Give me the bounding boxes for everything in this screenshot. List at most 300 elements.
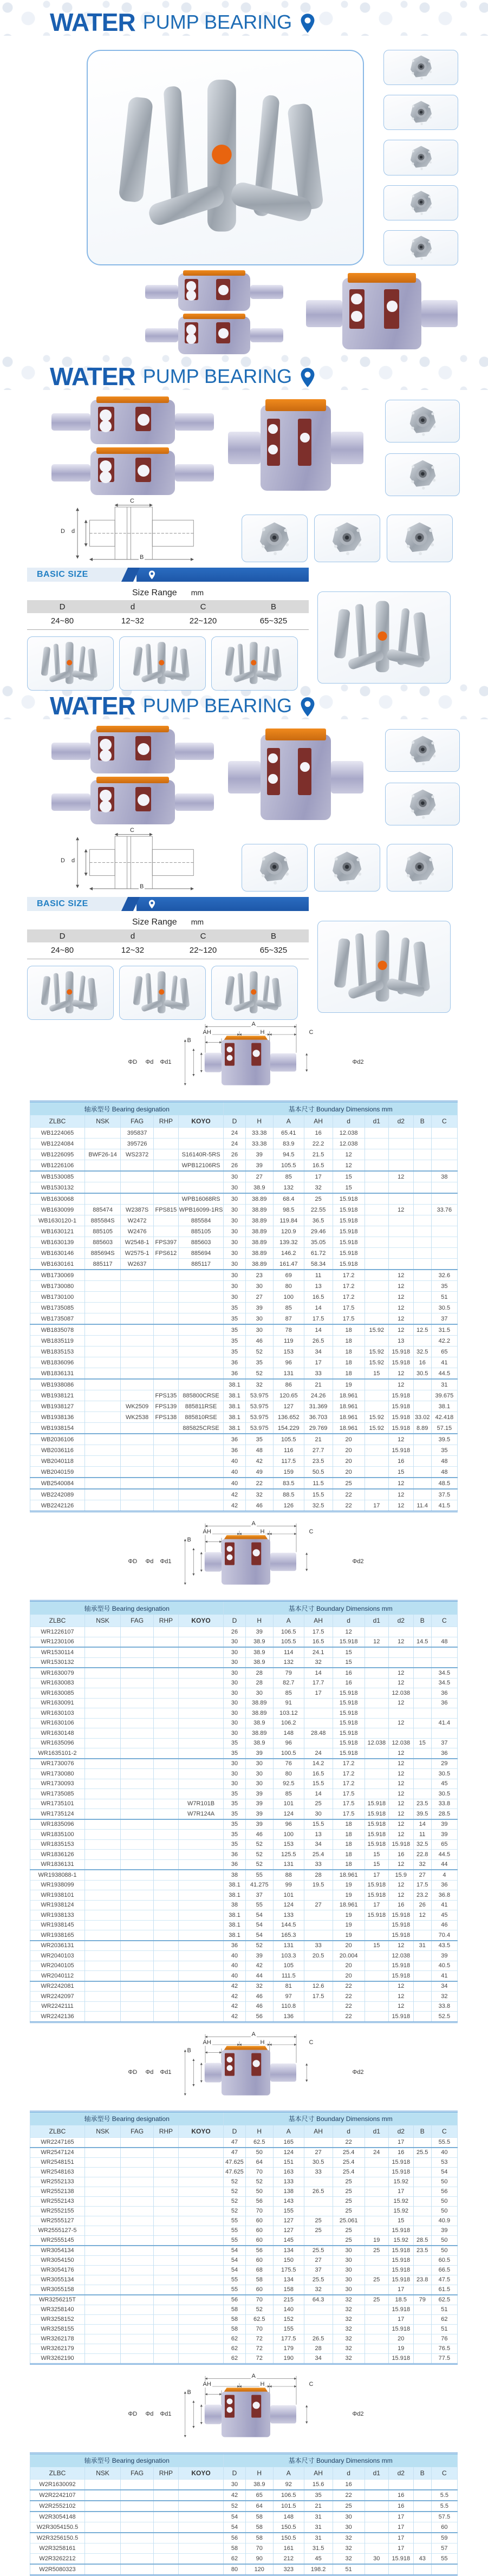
value-cell <box>154 1668 179 1678</box>
value-cell <box>413 1160 431 1172</box>
value-cell: 17 <box>365 1870 388 1880</box>
value-cell <box>121 2353 154 2364</box>
value-cell <box>413 2001 431 2012</box>
value-cell <box>365 1951 388 1961</box>
value-cell <box>84 2187 120 2196</box>
table-row <box>30 1412 458 1423</box>
page-title <box>0 0 488 36</box>
bearing-designation-cell: W2R1630092 <box>30 2479 85 2490</box>
value-cell: 30 <box>224 1259 245 1270</box>
value-cell <box>84 2314 120 2324</box>
table-row <box>30 1920 458 1930</box>
value-cell: 26 <box>224 1149 245 1160</box>
value-cell: 32 <box>304 1657 333 1668</box>
value-cell <box>121 2196 154 2206</box>
value-cell <box>121 1379 154 1390</box>
value-cell <box>84 2148 120 2158</box>
value-cell <box>304 1718 333 1728</box>
value-cell: 30 <box>224 1647 245 1657</box>
column-header-nsk: NSK <box>84 2125 120 2138</box>
value-cell <box>413 1748 431 1759</box>
value-cell: FPS138 <box>154 1412 179 1423</box>
value-cell <box>84 1657 120 1668</box>
bearing-designation-cell: WB1224084 <box>30 1139 85 1149</box>
bearing-designation-cell: WB2036116 <box>30 1445 85 1456</box>
value-cell <box>178 2157 224 2167</box>
bearing-designation-cell: WB1836096 <box>30 1357 85 1368</box>
value-cell <box>178 2295 224 2305</box>
value-cell: 14 <box>304 1668 333 1678</box>
value-cell <box>84 2001 120 2012</box>
table-row <box>30 1259 458 1270</box>
value-cell: 35 <box>224 1789 245 1799</box>
bearing-shafts-photo-large <box>317 921 451 1013</box>
value-cell <box>178 1324 224 1336</box>
water-pump-photo <box>385 729 460 772</box>
value-cell <box>413 1313 431 1325</box>
value-cell: 59 <box>431 2533 457 2544</box>
table-row <box>30 1961 458 1971</box>
bearing-designation-cell: WR1630103 <box>30 1708 85 1719</box>
value-cell: 11 <box>413 1830 431 1840</box>
bearing-designation-cell: W2R5080323 <box>30 2564 85 2575</box>
value-cell <box>413 1336 431 1346</box>
value-cell <box>154 2334 179 2344</box>
value-cell: WPB12106RS <box>178 1160 224 1172</box>
value-cell <box>178 1637 224 1647</box>
value-cell: 148 <box>273 1728 304 1739</box>
value-cell <box>121 1779 154 1789</box>
value-cell: 39 <box>245 1748 273 1759</box>
value-cell <box>178 1880 224 1890</box>
table-row <box>30 2344 458 2353</box>
value-cell <box>388 1226 413 1237</box>
value-cell <box>178 2334 224 2344</box>
value-cell: W7R124A <box>178 1809 224 1819</box>
value-cell <box>121 2187 154 2196</box>
column-header-b: B <box>413 2467 431 2480</box>
value-cell <box>121 2543 154 2553</box>
value-cell: 30 <box>245 1281 273 1292</box>
table-row <box>30 1839 458 1850</box>
value-cell: 40 <box>224 1478 245 1489</box>
value-cell: 35 <box>224 1748 245 1759</box>
value-cell: 15.918 <box>333 1237 365 1248</box>
table-row <box>30 2148 458 2158</box>
value-cell: 885811RSE <box>178 1401 224 1412</box>
value-cell: 101 <box>273 1890 304 1901</box>
value-cell: 23 <box>245 1270 273 1281</box>
value-cell: 27.7 <box>304 1445 333 1456</box>
size-col-B: B <box>270 602 276 612</box>
value-cell: 58 <box>224 2324 245 2334</box>
value-cell: FPS815 <box>154 1205 179 1215</box>
size-range-table <box>27 914 309 959</box>
value-cell: 38.1 <box>224 1890 245 1901</box>
value-cell <box>178 1139 224 1149</box>
value-cell: 15.918 <box>365 1819 388 1830</box>
value-cell: 12.038 <box>365 1738 388 1748</box>
value-cell <box>413 2157 431 2167</box>
bearing-designation-cell: WB1835119 <box>30 1336 85 1346</box>
value-cell <box>154 1698 179 1708</box>
value-cell: 12 <box>333 1627 365 1637</box>
value-cell <box>121 1880 154 1890</box>
value-cell: 55 <box>224 2235 245 2246</box>
value-cell <box>388 2479 413 2490</box>
value-cell: 38.9 <box>245 1738 273 1748</box>
size-col-B: B <box>270 931 276 941</box>
page-title <box>0 354 488 390</box>
value-cell <box>84 1708 120 1719</box>
column-header-d1: d1 <box>365 2125 388 2138</box>
value-cell: 35.05 <box>304 1237 333 1248</box>
value-cell: 39 <box>431 1819 457 1830</box>
value-cell <box>178 2012 224 2022</box>
pump-photo-rail <box>385 729 460 825</box>
table-row <box>30 1880 458 1890</box>
table-row <box>30 1900 458 1910</box>
value-cell <box>121 1357 154 1368</box>
value-cell <box>154 1748 179 1759</box>
value-cell: 20 <box>333 1961 365 1971</box>
value-cell <box>84 1281 120 1292</box>
bearing-designation-cell: WR1938088-1 <box>30 1870 85 1880</box>
value-cell <box>365 1160 388 1172</box>
value-cell: 39 <box>245 1627 273 1637</box>
value-cell <box>365 1248 388 1259</box>
value-cell <box>154 2235 179 2246</box>
bearing-3d-render <box>145 273 283 311</box>
value-cell: 29.46 <box>304 1226 333 1237</box>
value-cell: 30 <box>224 1237 245 1248</box>
value-cell <box>154 2167 179 2177</box>
value-cell <box>365 1627 388 1637</box>
value-cell: 124 <box>273 1809 304 1819</box>
value-cell: 62.5 <box>431 2295 457 2305</box>
value-cell: 12 <box>388 1779 413 1789</box>
value-cell <box>365 2314 388 2324</box>
value-cell <box>154 2353 179 2364</box>
table-row <box>30 1708 458 1719</box>
value-cell: 62 <box>224 2344 245 2353</box>
value-cell: 76 <box>431 2334 457 2344</box>
value-cell <box>413 1401 431 1412</box>
bearing-designation-cell: WR1836126 <box>30 1850 85 1860</box>
value-cell: 25 <box>304 1193 333 1205</box>
value-cell: 15.918 <box>333 1708 365 1719</box>
value-cell <box>413 1657 431 1668</box>
value-cell: 28.5 <box>413 2235 431 2246</box>
value-cell <box>121 1971 154 1981</box>
value-cell <box>178 1303 224 1313</box>
pump-photo-row <box>242 515 453 562</box>
dimensions-group-header: 基本尺寸 Boundary Dimensions mm <box>224 2111 458 2125</box>
value-cell <box>178 1910 224 1921</box>
value-cell <box>178 1346 224 1357</box>
value-cell: 885584 <box>178 1215 224 1226</box>
value-cell: 43.5 <box>431 1941 457 1951</box>
value-cell <box>121 1799 154 1809</box>
boundary-dimension-diagram-2 <box>109 1521 380 1592</box>
column-header-d: d <box>333 2125 365 2138</box>
value-cell <box>84 2255 120 2265</box>
value-cell <box>121 2533 154 2544</box>
value-cell: WK2538 <box>121 1412 154 1423</box>
value-cell: 31.5 <box>304 2543 333 2553</box>
value-cell: 38 <box>431 1171 457 1182</box>
value-cell: 12 <box>365 1637 388 1647</box>
value-cell: 38.89 <box>245 1237 273 1248</box>
value-cell: 56 <box>245 2246 273 2256</box>
value-cell <box>178 2216 224 2226</box>
value-cell: 26.5 <box>304 1336 333 1346</box>
value-cell: 15.92 <box>388 2177 413 2187</box>
value-cell <box>121 2479 154 2490</box>
value-cell: 30 <box>224 1248 245 1259</box>
value-cell <box>413 1171 431 1182</box>
value-cell <box>178 2324 224 2334</box>
value-cell: 17 <box>388 2285 413 2295</box>
value-cell: 885603 <box>84 1237 120 1248</box>
value-cell: 22.55 <box>304 1205 333 1215</box>
value-cell <box>121 1647 154 1657</box>
value-cell: 52 <box>245 1368 273 1380</box>
value-cell: 12 <box>388 1281 413 1292</box>
value-cell: 16 <box>388 1900 413 1910</box>
value-cell: 15.918 <box>365 1839 388 1850</box>
value-cell <box>154 2157 179 2167</box>
table-row <box>30 1830 458 1840</box>
value-cell: 35 <box>224 1839 245 1850</box>
value-cell <box>121 1961 154 1971</box>
value-cell: W2472 <box>121 1215 154 1226</box>
bearing-designation-cell: WB2040118 <box>30 1456 85 1467</box>
value-cell: 72 <box>245 2353 273 2364</box>
value-cell: 18 <box>333 1324 365 1336</box>
value-cell: 39 <box>245 1951 273 1961</box>
title-word-pump-bearing: PUMP BEARING <box>142 694 292 717</box>
value-cell: 15.918 <box>388 2157 413 2167</box>
value-cell: 28 <box>304 1870 333 1880</box>
value-cell <box>365 1489 388 1500</box>
value-cell <box>413 2522 431 2533</box>
value-cell: 15.918 <box>388 2553 413 2564</box>
value-cell: W2575-1 <box>121 1248 154 1259</box>
value-cell: 144.5 <box>273 1920 304 1930</box>
value-cell: 15.918 <box>388 2324 413 2334</box>
table-row <box>30 2305 458 2314</box>
bearing-designation-cell: W2R3054148 <box>30 2512 85 2522</box>
value-cell <box>304 1910 333 1921</box>
value-cell: WK2509 <box>121 1401 154 1412</box>
value-cell: 46 <box>245 1336 273 1346</box>
value-cell <box>154 1281 179 1292</box>
value-cell <box>84 2012 120 2022</box>
value-cell: 145 <box>273 2235 304 2246</box>
value-cell <box>154 1718 179 1728</box>
value-cell: W2548-1 <box>121 1237 154 1248</box>
column-header-d2: d2 <box>388 1115 413 1128</box>
dim-label-a: A <box>251 2031 256 2038</box>
value-cell <box>154 1728 179 1739</box>
value-cell: 23.5 <box>413 2246 431 2256</box>
title-word-pump-bearing: PUMP BEARING <box>142 365 292 387</box>
value-cell: 22 <box>333 1981 365 1992</box>
value-cell <box>121 1478 154 1489</box>
value-cell: 12.038 <box>333 1139 365 1149</box>
bearing-designation-cell: WR3258152 <box>30 2314 85 2324</box>
value-cell: 12 <box>388 1859 413 1870</box>
column-header-c: C <box>431 2467 457 2480</box>
value-cell: 134 <box>273 2275 304 2285</box>
dim-label-b: B <box>187 2389 191 2396</box>
value-cell <box>304 1930 333 1941</box>
value-cell <box>365 2344 388 2353</box>
spec-table-w2r <box>30 2453 458 2576</box>
value-cell: 66.5 <box>431 2265 457 2275</box>
value-cell: 79 <box>273 1668 304 1678</box>
value-cell <box>121 2295 154 2305</box>
value-cell: 17 <box>388 2137 413 2148</box>
value-cell <box>413 2479 431 2490</box>
value-cell: 36.5 <box>304 1215 333 1226</box>
value-cell: 54 <box>245 1930 273 1941</box>
value-cell: 83.9 <box>273 1139 304 1149</box>
value-cell: 30 <box>224 1270 245 1281</box>
value-cell: 41 <box>431 1357 457 1368</box>
value-cell: 15.918 <box>365 1880 388 1890</box>
value-cell: 12.038 <box>388 1738 413 1748</box>
value-cell: 31.369 <box>304 1401 333 1412</box>
value-cell <box>178 1688 224 1699</box>
value-cell: 127 <box>273 2226 304 2235</box>
value-cell: 15.918 <box>333 1738 365 1748</box>
value-cell: W2476 <box>121 1226 154 1237</box>
table-row <box>30 1324 458 1336</box>
value-cell <box>121 1789 154 1799</box>
value-cell: 32 <box>304 2285 333 2295</box>
value-cell <box>84 1160 120 1172</box>
value-cell: 38.89 <box>245 1698 273 1708</box>
value-cell: 395837 <box>121 1128 154 1139</box>
value-cell: 38.89 <box>245 1259 273 1270</box>
value-cell: 68.4 <box>273 1193 304 1205</box>
bearing-designation-cell: WR1630091 <box>30 1698 85 1708</box>
value-cell: 12 <box>388 1992 413 2002</box>
value-cell <box>121 2177 154 2187</box>
value-cell: 32 <box>245 1981 273 1992</box>
value-cell: 34 <box>304 2353 333 2364</box>
value-cell <box>84 2216 120 2226</box>
value-cell: 15.918 <box>333 1193 365 1205</box>
value-cell <box>178 1368 224 1380</box>
value-cell <box>84 2479 120 2490</box>
value-cell <box>121 2324 154 2334</box>
value-cell <box>178 2196 224 2206</box>
value-cell: 33 <box>304 1368 333 1380</box>
value-cell <box>304 2177 333 2187</box>
value-cell: 54 <box>224 2255 245 2265</box>
value-cell <box>431 1647 457 1657</box>
value-cell <box>178 1292 224 1303</box>
value-cell: 54 <box>224 2522 245 2533</box>
value-cell <box>365 1270 388 1281</box>
value-cell: S16140R-5RS <box>178 1149 224 1160</box>
value-cell: 17.2 <box>333 1769 365 1779</box>
value-cell: 26.5 <box>304 2334 333 2344</box>
title-word-pump-bearing: PUMP BEARING <box>142 11 292 33</box>
value-cell <box>178 1357 224 1368</box>
value-cell <box>84 1951 120 1961</box>
value-cell: 23.5 <box>304 1456 333 1467</box>
bearing-shafts-photo <box>27 966 114 1020</box>
value-cell <box>365 1718 388 1728</box>
dim-label-d: d <box>71 857 75 864</box>
water-pump-photo <box>242 844 308 892</box>
value-cell: 38.89 <box>245 1248 273 1259</box>
table-row <box>30 1718 458 1728</box>
value-cell: 83.5 <box>273 1478 304 1489</box>
value-cell: 19 <box>333 1930 365 1941</box>
value-cell <box>84 1992 120 2002</box>
column-header-nsk: NSK <box>84 1615 120 1627</box>
value-cell <box>84 1500 120 1512</box>
value-cell <box>365 1313 388 1325</box>
value-cell <box>413 2137 431 2148</box>
value-cell <box>84 1336 120 1346</box>
value-cell <box>413 1248 431 1259</box>
value-cell: 20.5 <box>304 1951 333 1961</box>
value-cell: 36 <box>224 1941 245 1951</box>
bearing-designation-cell: WR1730093 <box>30 1779 85 1789</box>
value-cell <box>388 1647 413 1657</box>
value-cell <box>84 1270 120 1281</box>
value-cell <box>304 2012 333 2022</box>
render-and-photos-row <box>51 400 488 496</box>
value-cell: 37 <box>431 1313 457 1325</box>
column-header-d: D <box>224 2125 245 2138</box>
table-row <box>30 1478 458 1489</box>
value-cell <box>413 1698 431 1708</box>
value-cell: 126 <box>273 1500 304 1512</box>
value-cell <box>84 1357 120 1368</box>
size-val-d: 12~32 <box>121 616 145 626</box>
value-cell: 60 <box>431 2522 457 2533</box>
value-cell <box>178 1627 224 1637</box>
value-cell <box>121 1678 154 1688</box>
value-cell: 17 <box>388 2314 413 2324</box>
table-row <box>30 1951 458 1961</box>
size-col-d: d <box>130 602 135 612</box>
value-cell: 78 <box>273 1324 304 1336</box>
value-cell: 19 <box>333 1379 365 1390</box>
value-cell <box>121 1839 154 1850</box>
bearing-designation-cell: WB1630121 <box>30 1226 85 1237</box>
value-cell <box>304 1738 333 1748</box>
value-cell <box>84 1748 120 1759</box>
value-cell <box>84 1789 120 1799</box>
drawing-and-photos-row <box>58 829 488 892</box>
value-cell: 19 <box>388 2344 413 2353</box>
bearing-designation-cell: W2R3262212 <box>30 2553 85 2564</box>
value-cell <box>178 1489 224 1500</box>
value-cell: 22.8 <box>413 1850 431 1860</box>
value-cell <box>413 1688 431 1699</box>
value-cell: 24 <box>224 1128 245 1139</box>
dim-label-c: C <box>309 1029 314 1036</box>
value-cell: 15.918 <box>388 1412 413 1423</box>
